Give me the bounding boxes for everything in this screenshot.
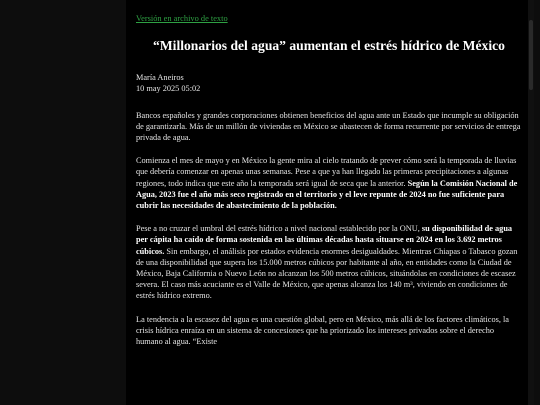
article-container — [136, 8, 522, 359]
paragraph-text: Sin embargo, el análisis por estados evidencia enormes desigualdades. Mientras Chiapas o Tabasco gozan de una disponibilidad que supera los 15.000 metros cúbicos por habitante al año, en entidades como la Ciudad de México, Baja California o Nuevo León no alcanzan los 500 metros cúbicos, situándolas en condiciones de escasez severa. El caso más acuciante es el Valle de México, que apenas alcanza los 140 m³, viviendo en condiciones de estrés hídrico extremo. — [136, 246, 518, 301]
vertical-scrollbar[interactable] — [528, 0, 534, 405]
article-date: 10 may 2025 05:02 — [136, 83, 201, 93]
article-paragraph — [136, 155, 522, 211]
article-meta — [136, 72, 522, 94]
reader-page — [126, 0, 534, 405]
scrollbar-thumb[interactable] — [529, 20, 533, 90]
article-title: “Millonarios del agua” aumentan el estrés hídrico de México — [153, 38, 505, 53]
article-lead: Bancos españoles y grandes corporaciones obtienen beneficios del agua ante un Estado que incumple su obligación de garantizarla. Más de un millón de viviendas en México se abastecen de forma recurrente por servicios de entrega privada de agua. — [136, 110, 521, 142]
paragraph-text: Pese a no cruzar el umbral del estrés hídrico a nivel nacional establecido por la ONU, — [136, 224, 422, 234]
paragraph-text: Comienza el mes de mayo y en México la gente mira al cielo tratando de prever cómo será la temporada de lluvias que debería comenzar en apenas unas semanas. Pese a que ya han llegado las primeras precipitaciones a algunas regiones, todo indica que este año la temporada será igual de seca que la anterior. — [136, 156, 517, 188]
article-paragraph: La tendencia a la escasez del agua es una cuestión global, pero en México, más allá de los factores climáticos, la crisis hídrica enraíza en un sistema de concesiones que ha priorizado los intereses privados sobre el derecho humano al agua. “Existe — [136, 314, 509, 346]
article-body — [136, 110, 522, 348]
paragraph-bold-text: Según la Comisión Nacional de Agua, 2023 fue el año más seco registrado en el territorio y el leve repunte de 2024 no fue suficiente para cubrir las necesidades de abastecimiento de la población. — [136, 178, 518, 210]
text-version-link[interactable]: Versión en archivo de texto — [136, 14, 228, 23]
article-author: María Aneiros — [136, 72, 184, 82]
article-paragraph — [136, 223, 522, 301]
paragraph-bold-text: su disponibilidad de agua per cápita ha caído de forma sostenida en las últimas décadas hasta situarse en 2024 en los 3.692 metros cúbicos. — [136, 224, 513, 256]
